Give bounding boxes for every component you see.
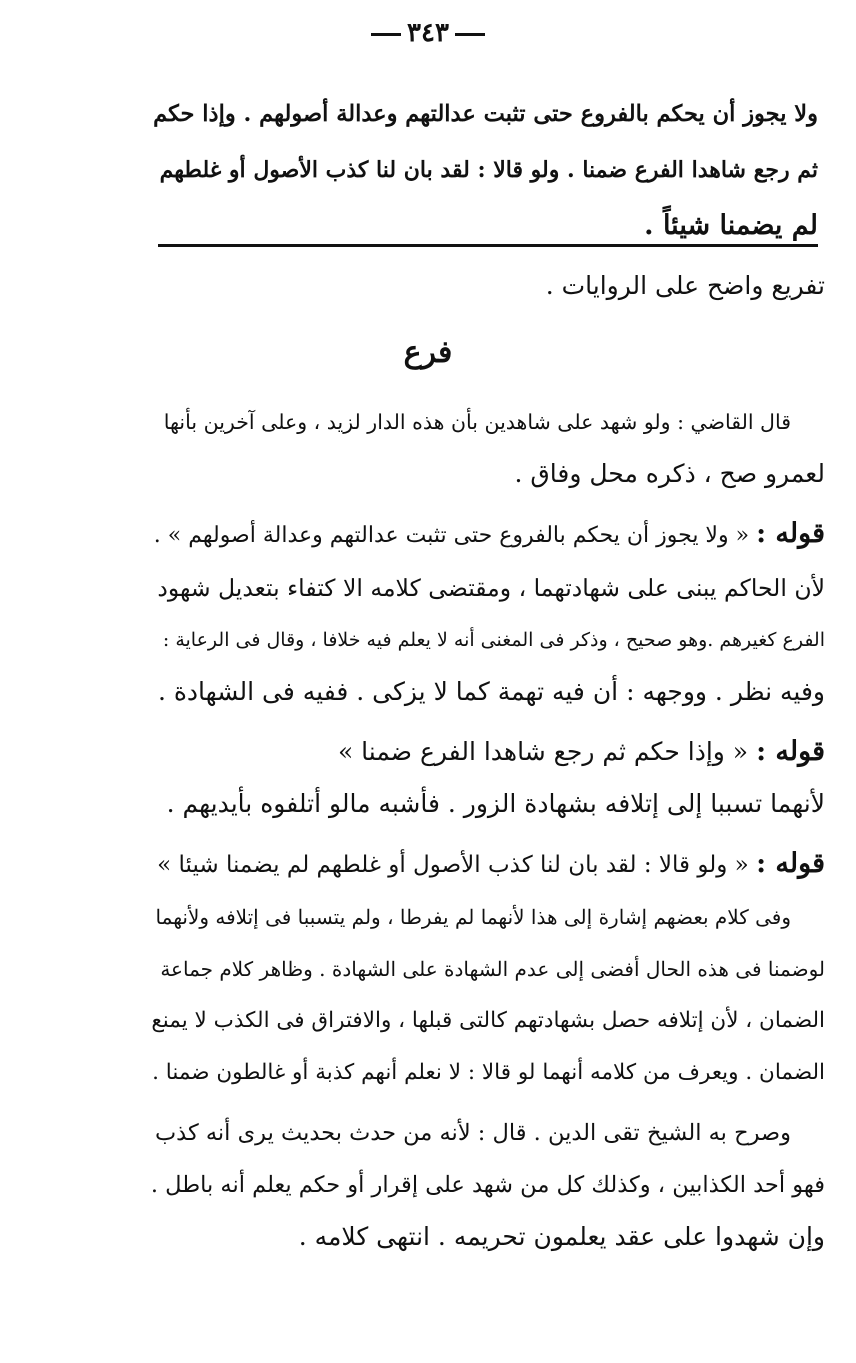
matn-line: ثم رجع شاهدا الفرع ضمنا . ولو قالا : لقد بان لنا كذب الأصول أو غلطهم <box>159 157 818 183</box>
header-dash <box>455 33 485 36</box>
qawl-quote: « ولا يجوز أن يحكم بالفروع حتى تثبت عدالتهم وعدالة أصولهم » . <box>153 523 750 548</box>
page-number <box>0 18 856 48</box>
qawl-quote-line <box>150 726 825 778</box>
commentary-line: الضمان ، لأن إتلافه حصل بشهادتهم كالتى قبلها ، والافتراق فى الكذب لا يمنع <box>151 1008 825 1033</box>
commentary-line: لأنهما تسببا إلى إتلافه بشهادة الزور . فأشبه مالو أتلفوه بأيديهم . <box>166 789 825 818</box>
qawl-quote: « ولو قالا : لقد بان لنا كذب الأصول أو غلطهم لم يضمنا شيئا » <box>157 852 749 878</box>
sharh-intro-line: تفريع واضح على الروايات . <box>545 271 825 300</box>
commentary-line: وفيه نظر . ووجهه : أن فيه تهمة كما لا يزكى . ففيه فى الشهادة . <box>157 677 825 706</box>
commentary-body <box>150 396 825 1263</box>
qawl-label: قوله : <box>756 848 825 879</box>
matn-text <box>150 86 818 254</box>
commentary-line: لوضمنا فى هذه الحال أفضى إلى عدم الشهادة على الشهادة . وظاهر كلام جماعة <box>160 957 825 981</box>
final-line: فهو أحد الكذابين ، وكذلك كل من شهد على إقرار أو حكم يعلم أنه باطل . <box>150 1172 825 1198</box>
commentary-line: الضمان . ويعرف من كلامه أنهما لو قالا : لا نعلم أنهم كذبة أو غالطون ضمنا . <box>152 1060 825 1085</box>
final-line: وإن شهدوا على عقد يعلمون تحريمه . انتهى كلامه . <box>298 1222 825 1251</box>
separator-rule <box>158 244 818 247</box>
fara-line: قال القاضي : ولو شهد على شاهدين بأن هذه الدار لزيد ، وعلى آخرين بأنها <box>163 410 791 434</box>
fara-line: لعمرو صح ، ذكره محل وفاق . <box>514 459 825 488</box>
matn-line: ولا يجوز أن يحكم بالفروع حتى تثبت عدالتهم وعدالة أصولهم . وإذا حكم <box>153 101 818 127</box>
qawl-quote: « وإذا حكم ثم رجع شاهدا الفرع ضمنا » <box>337 737 749 766</box>
page-number-text: ٣٤٣ <box>407 18 449 48</box>
matn-line: لم يضمنا شيئاً . <box>644 210 818 241</box>
commentary-line: وفى كلام بعضهم إشارة إلى هذا لأنهما لم يفرطا ، ولم يتسببا فى إتلافه ولأنهما <box>155 905 791 929</box>
header-dash <box>371 33 401 36</box>
qawl-quote-line <box>150 508 825 562</box>
commentary-line: لأن الحاكم يبنى على شهادتهما ، ومقتضى كلامه الا كتفاء بتعديل شهود <box>157 574 825 602</box>
commentary-line: الفرع كغيرهم .وهو صحيح ، وذكر فى المغنى أنه لا يعلم فيه خلافا ، وقال فى الرعاية : <box>162 629 825 651</box>
qawl-quote-line <box>150 838 825 891</box>
sharh-intro <box>150 258 825 313</box>
qawl-label: قوله : <box>756 736 825 767</box>
final-line: وصرح به الشيخ تقى الدين . قال : لأنه من حدث بحديث يرى أنه كذب <box>154 1120 791 1146</box>
fara-heading: فرع <box>403 335 453 370</box>
qawl-label: قوله : <box>756 518 825 549</box>
